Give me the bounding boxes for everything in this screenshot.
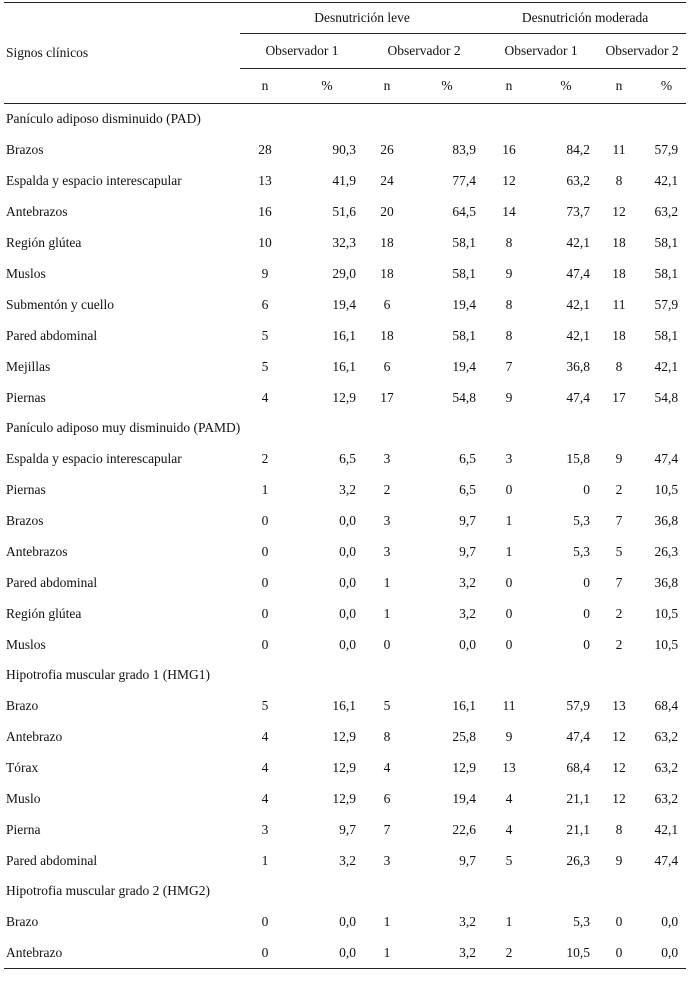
n-value: 9 — [505, 389, 513, 405]
section-row — [4, 876, 686, 906]
pct-value: 3,2 — [459, 574, 477, 590]
n-value: 24 — [380, 172, 394, 188]
n-value: 0 — [615, 913, 623, 929]
pct-value: 42,1 — [566, 296, 591, 312]
n-value: 0 — [261, 512, 269, 528]
pct-value: 3,2 — [459, 913, 477, 929]
table-row — [4, 258, 686, 289]
n-value: 11 — [502, 697, 516, 713]
row-label: Muslos — [6, 265, 46, 281]
pct-value: 47,4 — [566, 265, 591, 281]
row-label: Pared abdominal — [6, 852, 98, 868]
pct-value: 41,9 — [332, 172, 356, 188]
pct-value: 58,1 — [654, 234, 679, 250]
pct-value: 10,5 — [654, 605, 679, 621]
n-value: 2 — [615, 636, 623, 652]
row-label: Submentón y cuello — [6, 296, 114, 312]
n-value: 6 — [383, 296, 391, 312]
n-value: 9 — [505, 728, 513, 744]
n-value: 11 — [612, 141, 626, 157]
pct-value: 63,2 — [566, 172, 591, 188]
n-value: 18 — [612, 327, 626, 343]
pct-value: 0,0 — [339, 543, 356, 559]
n-value: 12 — [612, 728, 626, 744]
n-value: 7 — [615, 512, 623, 528]
pct-value: 19,4 — [452, 296, 477, 312]
n-value: 3 — [383, 852, 391, 868]
pct-value: 77,4 — [452, 172, 477, 188]
n-value: 2 — [484, 937, 534, 969]
table-row — [4, 906, 686, 937]
n-value: 0 — [261, 543, 269, 559]
pct-value: 0,0 — [290, 937, 364, 969]
pct-value: 58,1 — [654, 327, 679, 343]
n-value: 8 — [615, 821, 623, 837]
n-value: 1 — [261, 481, 269, 497]
n-value: 7 — [615, 574, 623, 590]
pct-value: 0 — [583, 574, 591, 590]
row-label: Mejillas — [6, 358, 51, 374]
pct-value: 73,7 — [566, 203, 591, 219]
n-value: 3 — [383, 512, 391, 528]
pct-value: 16,1 — [332, 697, 356, 713]
observer-header: Observador 2 — [598, 34, 686, 69]
table-row — [4, 721, 686, 752]
pct-value: 47,4 — [654, 852, 679, 868]
table-row — [4, 289, 686, 320]
n-value: 4 — [505, 790, 513, 806]
pct-value: 51,6 — [332, 203, 356, 219]
section-row — [4, 104, 686, 135]
n-value: 13 — [612, 697, 626, 713]
row-label: Pierna — [6, 821, 41, 837]
pct-value: 83,9 — [452, 141, 477, 157]
pct-header: % — [640, 69, 686, 104]
table-row — [4, 196, 686, 227]
pct-value: 63,2 — [654, 203, 679, 219]
pct-value: 16,1 — [332, 358, 356, 374]
n-value: 8 — [615, 358, 623, 374]
pct-value: 68,4 — [654, 697, 679, 713]
pct-value: 6,5 — [459, 481, 477, 497]
n-value: 7 — [505, 358, 513, 374]
pct-value: 12,9 — [332, 728, 356, 744]
pct-value: 3,2 — [410, 937, 484, 969]
row-label: Antebrazos — [6, 543, 68, 559]
pct-value: 16,1 — [452, 697, 477, 713]
pct-value: 36,8 — [654, 574, 679, 590]
table-row — [4, 752, 686, 783]
pct-value: 0 — [583, 636, 591, 652]
pct-value: 68,4 — [566, 759, 591, 775]
pct-value: 29,0 — [332, 265, 356, 281]
section-title: Panículo adiposo muy disminuido (PAMD) — [6, 420, 241, 435]
n-value: 1 — [364, 937, 410, 969]
pct-value: 26,3 — [654, 543, 679, 559]
pct-value: 3,2 — [339, 852, 356, 868]
pct-value: 9,7 — [339, 821, 356, 837]
n-value: 5 — [505, 852, 513, 868]
n-value: 13 — [258, 172, 272, 188]
pct-value: 15,8 — [566, 450, 591, 466]
pct-value: 36,8 — [654, 512, 679, 528]
pct-value: 12,9 — [332, 389, 356, 405]
n-value: 16 — [502, 141, 516, 157]
pct-value: 19,4 — [452, 790, 477, 806]
pct-value: 21,1 — [566, 790, 591, 806]
pct-value: 5,3 — [573, 543, 591, 559]
row-label: Pared abdominal — [6, 327, 98, 343]
table-row — [4, 783, 686, 814]
n-value: 5 — [261, 697, 269, 713]
n-value: 1 — [383, 913, 391, 929]
pct-value: 0,0 — [339, 512, 356, 528]
n-value: 18 — [380, 327, 394, 343]
pct-value: 42,1 — [566, 327, 591, 343]
pct-value: 57,9 — [566, 697, 591, 713]
n-value: 1 — [505, 913, 513, 929]
pct-value: 5,3 — [573, 913, 591, 929]
section-title: Panículo adiposo disminuido (PAD) — [6, 111, 201, 126]
pct-value: 47,4 — [566, 389, 591, 405]
row-label: Brazo — [6, 697, 39, 713]
table-row — [4, 567, 686, 598]
row-label: Tórax — [6, 759, 39, 775]
table-row — [4, 536, 686, 567]
pct-value: 58,1 — [654, 265, 679, 281]
n-value: 4 — [261, 389, 269, 405]
pct-value: 57,9 — [654, 296, 679, 312]
pct-value: 5,3 — [573, 512, 591, 528]
pct-value: 22,6 — [452, 821, 477, 837]
pct-value: 10,5 — [654, 636, 679, 652]
n-value: 1 — [383, 605, 391, 621]
n-value: 12 — [612, 759, 626, 775]
pct-value: 57,9 — [654, 141, 679, 157]
n-value: 9 — [505, 265, 513, 281]
n-value: 12 — [502, 172, 516, 188]
table-body — [4, 104, 686, 969]
n-value: 11 — [612, 296, 626, 312]
pct-value: 10,5 — [534, 937, 598, 969]
row-label: Piernas — [6, 389, 46, 405]
pct-value: 0,0 — [339, 913, 356, 929]
pct-value: 42,1 — [654, 358, 679, 374]
n-value: 0 — [598, 937, 640, 969]
n-value: 5 — [261, 358, 269, 374]
n-value: 16 — [258, 203, 272, 219]
pct-value: 0,0 — [661, 913, 679, 929]
n-value: 12 — [612, 790, 626, 806]
n-value: 6 — [383, 790, 391, 806]
row-label: Piernas — [6, 481, 46, 497]
pct-value: 47,4 — [566, 728, 591, 744]
section-title: Hipotrofia muscular grado 2 (HMG2) — [6, 883, 210, 898]
pct-value: 9,7 — [459, 512, 477, 528]
group-header-leve: Desnutrición leve — [240, 3, 484, 34]
n-value: 8 — [383, 728, 391, 744]
n-value: 4 — [261, 759, 269, 775]
n-value: 5 — [261, 327, 269, 343]
n-value: 20 — [380, 203, 394, 219]
row-label: Antebrazo — [4, 937, 240, 969]
pct-value: 16,1 — [332, 327, 356, 343]
pct-header: % — [410, 69, 484, 104]
row-label: Brazos — [6, 141, 44, 157]
pct-value: 12,9 — [452, 759, 477, 775]
n-value: 4 — [261, 790, 269, 806]
pct-value: 0,0 — [339, 605, 356, 621]
table-row — [4, 937, 686, 969]
pct-header: % — [290, 69, 364, 104]
n-value: 14 — [502, 203, 516, 219]
pct-value: 0,0 — [459, 636, 477, 652]
row-label: Brazo — [6, 913, 39, 929]
n-value: 9 — [261, 265, 269, 281]
n-value: 0 — [261, 636, 269, 652]
pct-value: 32,3 — [332, 234, 356, 250]
row-label: Antebrazos — [6, 203, 68, 219]
table-row — [4, 474, 686, 505]
pct-value: 58,1 — [452, 265, 477, 281]
n-value: 4 — [261, 728, 269, 744]
n-value: 3 — [261, 821, 269, 837]
pct-value: 54,8 — [452, 389, 477, 405]
pct-value: 9,7 — [459, 543, 477, 559]
n-value: 8 — [615, 172, 623, 188]
pct-value: 25,8 — [452, 728, 477, 744]
clinical-signs-table — [4, 2, 686, 969]
n-value: 2 — [383, 481, 391, 497]
row-label: Pared abdominal — [6, 574, 98, 590]
n-value: 3 — [505, 450, 513, 466]
pct-value: 0 — [583, 605, 591, 621]
n-header: n — [240, 69, 290, 104]
n-value: 1 — [261, 852, 269, 868]
n-value: 0 — [505, 481, 513, 497]
n-value: 7 — [383, 821, 391, 837]
table-row — [4, 320, 686, 351]
table-row — [4, 351, 686, 382]
row-label: Espalda y espacio interescapular — [6, 450, 182, 466]
pct-value: 47,4 — [654, 450, 679, 466]
row-label-header: Signos clínicos — [4, 3, 240, 104]
n-header: n — [484, 69, 534, 104]
n-value: 3 — [383, 543, 391, 559]
pct-value: 0,0 — [339, 574, 356, 590]
n-value: 0 — [383, 636, 391, 652]
table-row — [4, 598, 686, 629]
observer-header: Observador 1 — [240, 34, 364, 69]
n-value: 17 — [380, 389, 394, 405]
n-value: 28 — [258, 141, 272, 157]
pct-value: 0,0 — [640, 937, 686, 969]
n-value: 8 — [505, 296, 513, 312]
pct-value: 0,0 — [339, 636, 356, 652]
table-row — [4, 165, 686, 196]
pct-value: 42,1 — [566, 234, 591, 250]
table-row — [4, 814, 686, 845]
n-value: 0 — [261, 605, 269, 621]
n-value: 4 — [505, 821, 513, 837]
n-value: 26 — [380, 141, 394, 157]
n-value: 0 — [505, 636, 513, 652]
pct-value: 42,1 — [654, 172, 679, 188]
section-row — [4, 660, 686, 690]
table-row — [4, 629, 686, 660]
n-value: 12 — [612, 203, 626, 219]
pct-value: 3,2 — [459, 605, 477, 621]
n-value: 2 — [615, 481, 623, 497]
n-value: 0 — [261, 574, 269, 590]
pct-value: 3,2 — [339, 481, 356, 497]
n-value: 5 — [383, 697, 391, 713]
n-value: 13 — [502, 759, 516, 775]
row-label: Brazos — [6, 512, 44, 528]
row-label: Región glútea — [6, 234, 82, 250]
table-row — [4, 690, 686, 721]
observer-header: Observador 2 — [364, 34, 484, 69]
n-value: 9 — [615, 450, 623, 466]
n-value: 1 — [505, 512, 513, 528]
n-value: 1 — [505, 543, 513, 559]
n-value: 1 — [383, 574, 391, 590]
n-header: n — [598, 69, 640, 104]
n-value: 4 — [383, 759, 391, 775]
pct-value: 90,3 — [332, 141, 356, 157]
pct-value: 19,4 — [332, 296, 356, 312]
pct-value: 63,2 — [654, 728, 679, 744]
pct-value: 84,2 — [566, 141, 591, 157]
section-row — [4, 413, 686, 443]
pct-value: 58,1 — [452, 327, 477, 343]
n-value: 6 — [261, 296, 269, 312]
n-value: 0 — [505, 605, 513, 621]
n-value: 2 — [615, 605, 623, 621]
n-value: 17 — [612, 389, 626, 405]
table-header — [4, 3, 686, 104]
n-value: 8 — [505, 234, 513, 250]
pct-value: 19,4 — [452, 358, 477, 374]
n-value: 18 — [380, 265, 394, 281]
table-row — [4, 227, 686, 258]
pct-value: 63,2 — [654, 759, 679, 775]
pct-value: 9,7 — [459, 852, 477, 868]
n-value: 6 — [383, 358, 391, 374]
pct-value: 6,5 — [339, 450, 356, 466]
pct-value: 36,8 — [566, 358, 591, 374]
pct-value: 12,9 — [332, 759, 356, 775]
row-label: Muslo — [6, 790, 41, 806]
n-value: 18 — [380, 234, 394, 250]
n-value: 18 — [612, 234, 626, 250]
n-value: 5 — [615, 543, 623, 559]
n-value: 9 — [615, 852, 623, 868]
n-header: n — [364, 69, 410, 104]
row-label: Espalda y espacio interescapular — [6, 172, 182, 188]
pct-value: 58,1 — [452, 234, 477, 250]
pct-value: 21,1 — [566, 821, 591, 837]
observer-header: Observador 1 — [484, 34, 598, 69]
pct-value: 12,9 — [332, 790, 356, 806]
group-header-moderada: Desnutrición moderada — [484, 3, 686, 34]
pct-value: 42,1 — [654, 821, 679, 837]
n-value: 10 — [258, 234, 272, 250]
table-row — [4, 505, 686, 536]
row-label: Muslos — [6, 636, 46, 652]
n-value: 3 — [383, 450, 391, 466]
table-row — [4, 845, 686, 876]
n-value: 0 — [240, 937, 290, 969]
pct-value: 26,3 — [566, 852, 591, 868]
n-value: 2 — [261, 450, 269, 466]
pct-value: 6,5 — [459, 450, 477, 466]
table-row — [4, 134, 686, 165]
n-value: 0 — [261, 913, 269, 929]
pct-value: 63,2 — [654, 790, 679, 806]
n-value: 18 — [612, 265, 626, 281]
table-row — [4, 443, 686, 474]
table-row — [4, 382, 686, 413]
row-label: Antebrazo — [6, 728, 63, 744]
pct-value: 0 — [583, 481, 591, 497]
n-value: 0 — [505, 574, 513, 590]
pct-value: 54,8 — [654, 389, 679, 405]
pct-value: 64,5 — [452, 203, 477, 219]
section-title: Hipotrofia muscular grado 1 (HMG1) — [6, 667, 210, 682]
n-value: 8 — [505, 327, 513, 343]
pct-value: 10,5 — [654, 481, 679, 497]
pct-header: % — [534, 69, 598, 104]
row-label: Región glútea — [6, 605, 82, 621]
